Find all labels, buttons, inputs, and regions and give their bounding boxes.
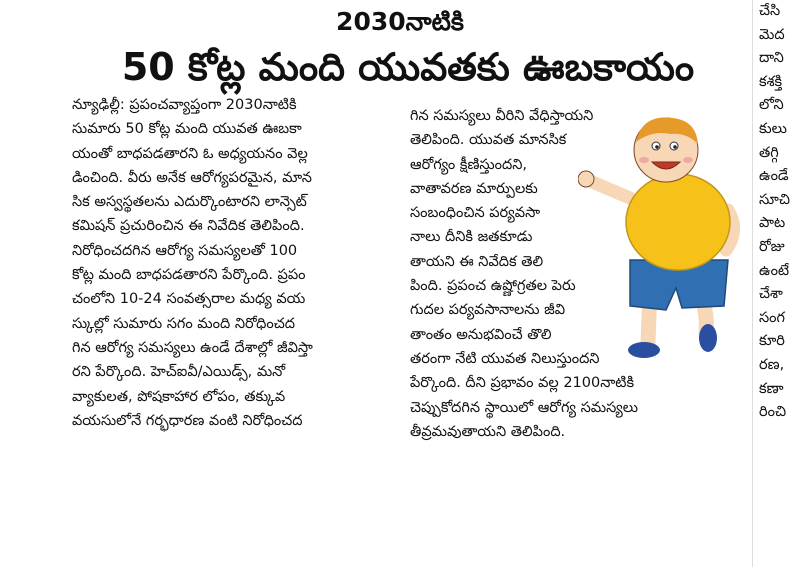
body-line: పింది. ప్రపంచ ఉష్ణోగ్రతల పెరు [410, 278, 576, 295]
left-pupil [655, 145, 659, 149]
body-line: పేర్కొంది. దీని ప్రభావం వల్ల 2100నాటికి [410, 375, 635, 392]
fragment-line: కశక్తి [759, 73, 783, 90]
body-line: గిన ఆరోగ్య సమస్యలు ఉండే దేశాల్లో జీవిస్తా [72, 339, 313, 356]
body-line: కోట్ల మంది బాధపడతారని పేర్కొంది. ప్రపం [72, 267, 306, 284]
rear-hand [578, 171, 594, 187]
rear-arm [588, 180, 630, 198]
body-line: సుమారు 50 కోట్ల మంది యువత ఊబకా [72, 121, 302, 138]
front-shoe [699, 324, 717, 352]
body-line: స్కుల్లో సుమారు సగం మంది నిరోధించద [72, 315, 296, 332]
article-kicker: 2030నాటికి [336, 7, 464, 36]
body-line: చంలోని 10-24 సంవత్సరాల మధ్య వయ [72, 291, 306, 308]
fragment-line: కణా [759, 380, 784, 397]
body-line: రని పేర్కొంది. హెచ్ఐవీ/ఎయిడ్స్, మనో [72, 364, 286, 381]
fragment-line: రోజు [759, 238, 785, 255]
body-line: తాంతం అనుభవించే తొలి [410, 326, 552, 343]
fragment-line: పాట [759, 215, 786, 232]
rear-shoe [628, 342, 660, 358]
body-line: తెలిపింది. యువత మానసిక [410, 132, 567, 149]
fragment-line: రణ, [759, 356, 785, 373]
running-boy-illustration [578, 110, 754, 368]
body-line: నిరోధించదగిన ఆరోగ్య సమస్యలతో 100 [72, 242, 298, 259]
fragment-line: లోని [759, 97, 784, 114]
body-line: గుదల పర్యవసానాలను జీవి [410, 302, 566, 319]
fragment-line: ఉండే [759, 168, 789, 185]
right-cheek [683, 157, 693, 163]
body-line: తీవ్రమవుతాయని తెలిపింది. [410, 423, 566, 440]
body-line: యంతో బాధపడతారని ఓ అధ్యయనం వెల్ల [72, 145, 308, 162]
article-headline: 50 కోట్ల మంది యువతకు ఊబకాయం [121, 45, 695, 89]
body-line: చెప్పుకోదగిన స్థాయిలో ఆరోగ్య సమస్యలు [410, 399, 639, 416]
left-cheek [639, 157, 649, 163]
fragment-line: మెద [759, 26, 785, 43]
article-body-left-column [72, 93, 390, 433]
body-line: వాతావరణ మార్పులకు [410, 180, 538, 197]
adjacent-article-fragment-column [759, 0, 800, 425]
body-line: తరంగా నేటి యువత నిలుస్తుందని [410, 350, 600, 367]
fragment-line: కూరి [759, 333, 785, 350]
body-line: డించింది. వీరు అనేక ఆరోగ్యపరమైన, మాన [72, 169, 312, 186]
right-pupil [673, 145, 677, 149]
body-line: సంబంధించిన పర్యవసా [410, 205, 541, 222]
body-line: న్యూఢిల్లీ: ప్రపంచవ్యాప్తంగా 2030నాటికి [72, 97, 297, 113]
fragment-line: కులు [759, 120, 787, 137]
fragment-line: దాని [759, 50, 784, 67]
shirt [626, 174, 730, 270]
body-line: సిక అస్వస్థతలను ఎదుర్కొంటారని లాన్సెట్ [72, 194, 307, 211]
fragment-line: చేసి [759, 3, 781, 19]
fragment-line: ఉంటే [759, 262, 790, 279]
body-line: గిన సమస్యలు వీరిని వేధిస్తాయని [410, 108, 594, 124]
fragment-line: చేశా [759, 286, 783, 303]
body-line: నాలు దీనికి జతకూడు [410, 229, 533, 246]
body-line: కమిషన్ ప్రచురించిన ఈ నివేదిక తెలిపింది. [72, 218, 305, 235]
fragment-line: సంగ [759, 309, 785, 326]
fragment-line: రించి [759, 404, 787, 421]
body-line: వ్యాకులత, పోషకాహార లోపం, తక్కువ [72, 388, 286, 405]
fragment-line: సూచి [759, 191, 790, 208]
body-line: ఆరోగ్యం క్షీణిస్తుందని, [410, 156, 527, 173]
fragment-line: తగ్గి [759, 144, 779, 161]
body-line: వయసులోనే గర్భధారణ వంటి నిరోధించద [72, 412, 303, 429]
body-line: తాయని ఈ నివేదిక తెలి [410, 253, 544, 270]
